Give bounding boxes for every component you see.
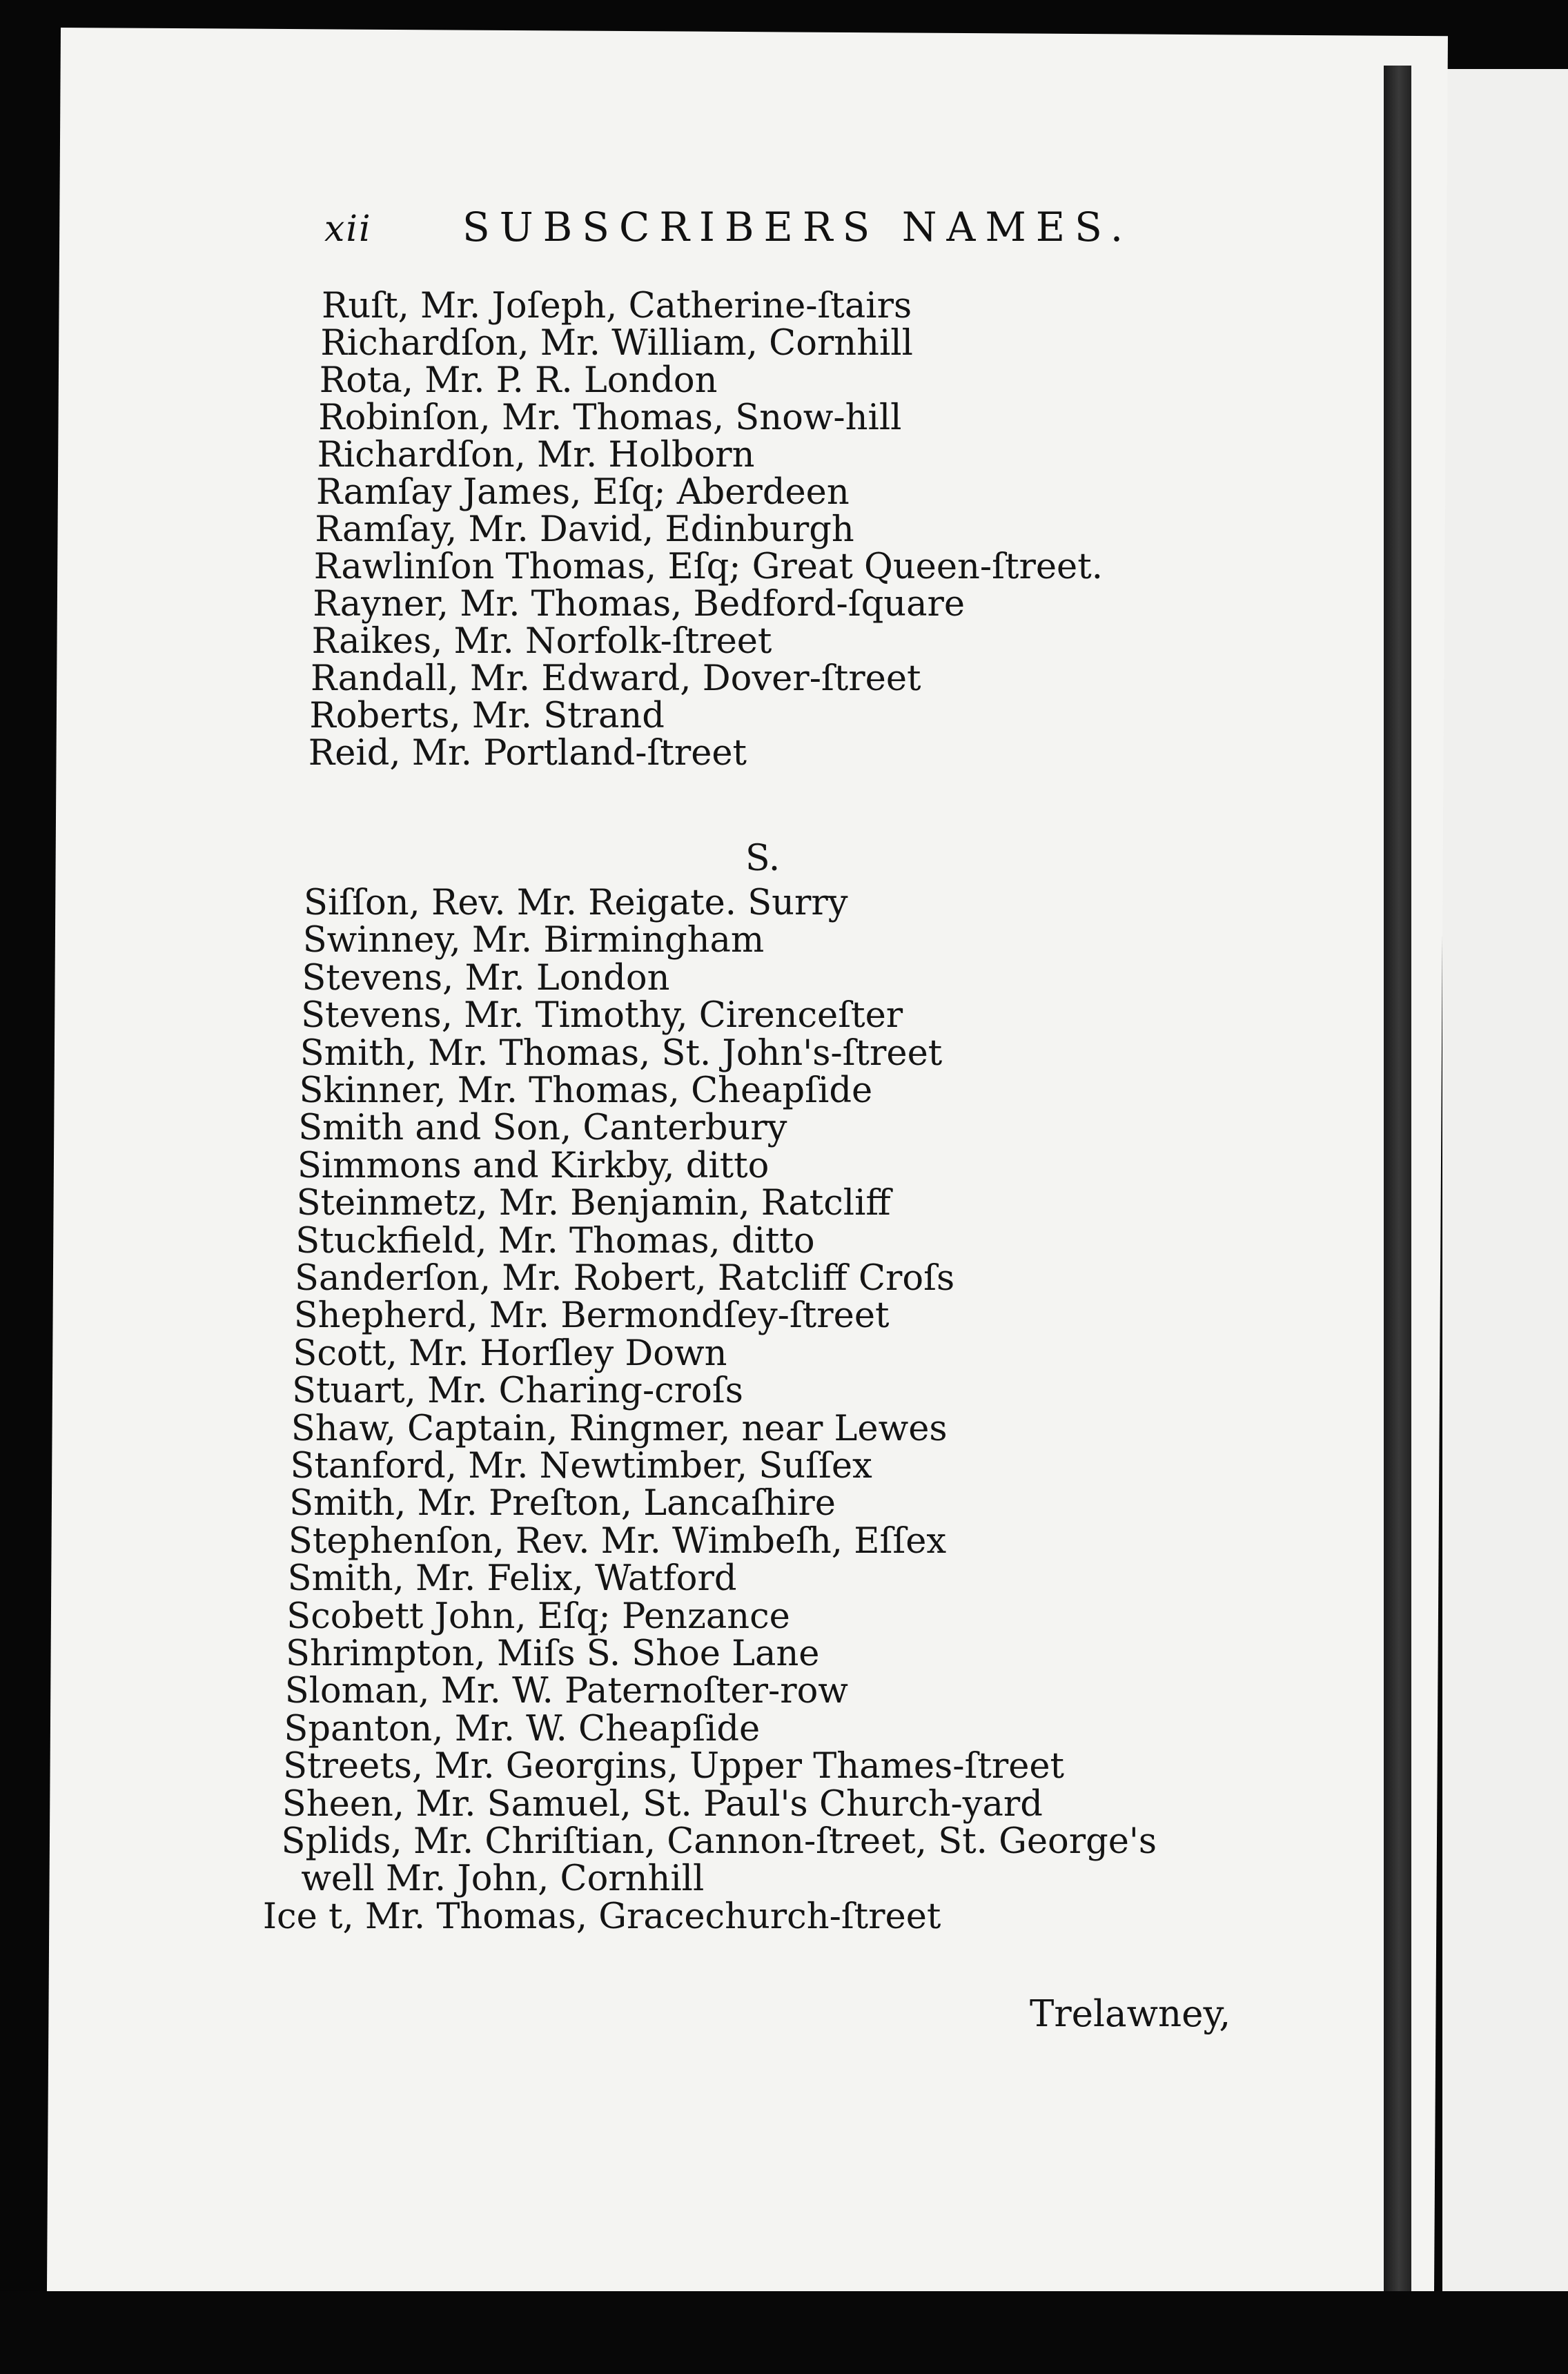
scan-bottom-border: [0, 2291, 1568, 2374]
subscriber-entry: Reid, Mr. Portland-ſtreet: [308, 733, 747, 774]
subscriber-entry: well Mr. John, Cornhill: [301, 1858, 705, 1900]
subscriber-entry: Streets, Mr. Georgins, Upper Thames-ſtreet: [283, 1746, 1065, 1787]
subscriber-entry: Robinſon, Mr. Thomas, Snow-hill: [318, 398, 902, 438]
subscriber-entry: Sloman, Mr. W. Paternoſter-row: [284, 1671, 848, 1712]
subscriber-entry: Smith, Mr. Preſton, Lancaſhire: [289, 1483, 836, 1524]
page-title: SUBSCRIBERS NAMES.: [462, 204, 1133, 251]
subscriber-entry: Stuckfield, Mr. Thomas, ditto: [295, 1220, 815, 1262]
page-gutter-shadow: [1384, 66, 1411, 2295]
subscriber-entry: Siſſon, Rev. Mr. Reigate. Surry: [304, 883, 848, 923]
subscriber-entry: Ramſay James, Eſq; Aberdeen: [316, 472, 850, 513]
subscriber-entry: Roberts, Mr. Strand: [309, 696, 665, 736]
subscriber-entry: Spanton, Mr. W. Cheapſide: [284, 1708, 761, 1749]
subscriber-entry: Smith and Son, Canterbury: [298, 1108, 787, 1149]
subscriber-entry: Stuart, Mr. Charing-croſs: [292, 1371, 743, 1412]
subscriber-entry: Steinmetz, Mr. Benjamin, Ratcliff: [296, 1183, 891, 1224]
subscriber-entry: Ruſt, Mr. Joſeph, Catherine-ſtairs: [322, 286, 912, 326]
subscriber-entry: Shrimpton, Miſs S. Shoe Lane: [286, 1634, 820, 1674]
subscriber-entry: Rawlinſon Thomas, Eſq; Great Queen-ſtreet.: [313, 547, 1103, 587]
subscriber-entry: Sheen, Mr. Samuel, St. Paul's Church-yard: [282, 1783, 1043, 1825]
subscriber-entry: Splids, Mr. Chriſtian, Cannon-ſtreet, St. George's: [281, 1821, 1157, 1862]
subscriber-entry: Richardſon, Mr. William, Cornhill: [320, 323, 913, 364]
subscriber-entry: Shaw, Captain, Ringmer, near Lewes: [291, 1408, 948, 1449]
subscriber-entry: Stevens, Mr. Timothy, Cirenceſter: [301, 995, 903, 1037]
subscriber-entry: Stevens, Mr. London: [302, 957, 670, 999]
subscriber-entry: Ice t, Mr. Thomas, Gracechurch-ſtreet: [262, 1896, 941, 1937]
page-number: xii: [324, 208, 372, 250]
subscriber-entry: Smith, Mr. Felix, Watford: [287, 1558, 737, 1600]
subscriber-entry: Skinner, Mr. Thomas, Cheapſide: [299, 1070, 873, 1111]
running-head: [324, 204, 1187, 251]
subscriber-entry: Stanford, Mr. Newtimber, Suſſex: [290, 1446, 872, 1487]
subscriber-entry: Richardſon, Mr. Holborn: [317, 435, 755, 475]
facing-page-edge: [1442, 69, 1568, 2295]
subscriber-entry: Raikes, Mr. Norfolk-ſtreet: [311, 621, 772, 662]
subscriber-entry: Randall, Mr. Edward, Dover-ſtreet: [311, 658, 921, 699]
subscriber-entry: Ramſay, Mr. David, Edinburgh: [315, 509, 854, 550]
subscriber-entry: Scott, Mr. Horſley Down: [293, 1333, 727, 1374]
subscriber-entry: Sanderſon, Mr. Robert, Ratcliff Croſs: [295, 1258, 955, 1299]
subscriber-entry: Swinney, Mr. Birmingham: [302, 920, 765, 961]
subscriber-entry: Scobett John, Eſq; Penzance: [286, 1596, 790, 1637]
catchword: Trelawney,: [1030, 1993, 1231, 2035]
subscriber-entry: Rota, Mr. P. R. London: [319, 360, 718, 401]
subscriber-entry: Stephenſon, Rev. Mr. Wimbeſh, Eſſex: [288, 1520, 947, 1562]
subscriber-entry: Smith, Mr. Thomas, St. John's-ſtreet: [300, 1032, 943, 1074]
subscriber-entry: Simmons and Kirkby, ditto: [297, 1145, 770, 1186]
section-heading-s: S.: [745, 838, 781, 879]
subscriber-entry: Rayner, Mr. Thomas, Bedford-ſquare: [313, 584, 966, 625]
subscriber-entry: Shepherd, Mr. Bermondſey-ſtreet: [293, 1295, 890, 1337]
